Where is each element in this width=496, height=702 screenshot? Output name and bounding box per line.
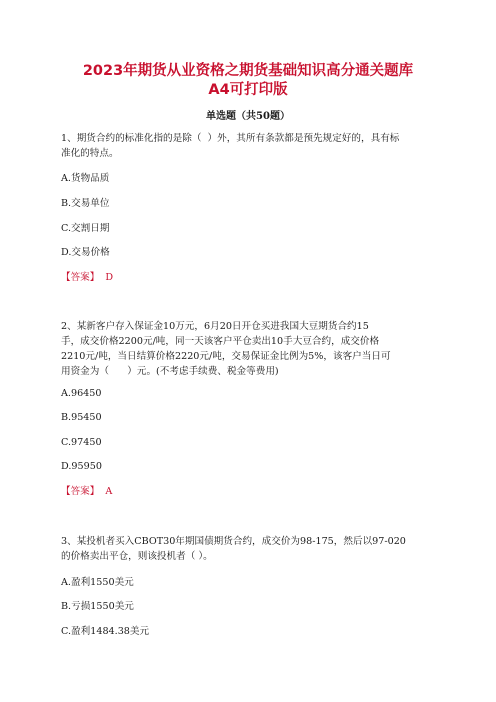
- question-1-option-b: B.交易单位: [61, 198, 110, 209]
- question-2-text: [61, 319, 441, 379]
- question-2-line4: 用资金为（ ）元。(不考虑手续费、税金等费用): [61, 366, 279, 377]
- question-1-option-a: A.货物品质: [61, 173, 110, 184]
- question-2-option-d: D.95950: [61, 461, 102, 472]
- question-2-line3: 2210元/吨，当日结算价格2220元/吨，交易保证金比例为5%，该客户当日可: [61, 351, 391, 362]
- document-title-line1: 2023年期货从业资格之期货基础知识高分通关题库: [82, 63, 414, 79]
- answer-value: A: [105, 486, 113, 497]
- question-3-option-a: A.盈利1550美元: [61, 577, 134, 588]
- question-1-option-c: C.交割日期: [61, 223, 110, 234]
- question-2-option-a: A.96450: [61, 388, 102, 399]
- question-1-text: [61, 131, 441, 161]
- question-2-option-c: C.97450: [61, 437, 102, 448]
- question-1-option-d: D.交易价格: [61, 247, 110, 258]
- question-2-answer: [61, 485, 112, 499]
- question-3-option-b: B.亏损1550美元: [61, 601, 134, 612]
- question-3-line2: 的价格卖出平仓，则该投机者（ ）。: [61, 551, 213, 562]
- question-1-line2: 准化的特点。: [61, 148, 119, 159]
- question-3-option-c: C.盈利1484.38美元: [61, 626, 150, 637]
- question-2-option-b: B.95450: [61, 412, 102, 423]
- answer-value: D: [105, 272, 114, 283]
- question-1-line1: 1、期货合约的标准化指的是除（ ）外，其所有条款都是预先规定好的，具有标: [61, 133, 400, 144]
- question-1-answer: [61, 271, 113, 285]
- question-2-line1: 2、某新客户存入保证金10万元，6月20日开仓买进我国大豆期货合约15: [61, 321, 369, 332]
- section-heading: 单选题（共50题）: [206, 111, 290, 122]
- question-3-text: [61, 534, 441, 564]
- question-2-line2: 手，成交价格2200元/吨，同一天该客户平仓卖出10手大豆合约，成交价格: [61, 336, 380, 347]
- answer-label: 【答案】: [61, 486, 100, 497]
- document-title-line2: A4可打印版: [208, 82, 288, 98]
- answer-label: 【答案】: [61, 272, 100, 283]
- question-3-line1: 3、某投机者买入CBOT30年期国债期货合约，成交价为98-175，然后以97-020: [61, 536, 406, 547]
